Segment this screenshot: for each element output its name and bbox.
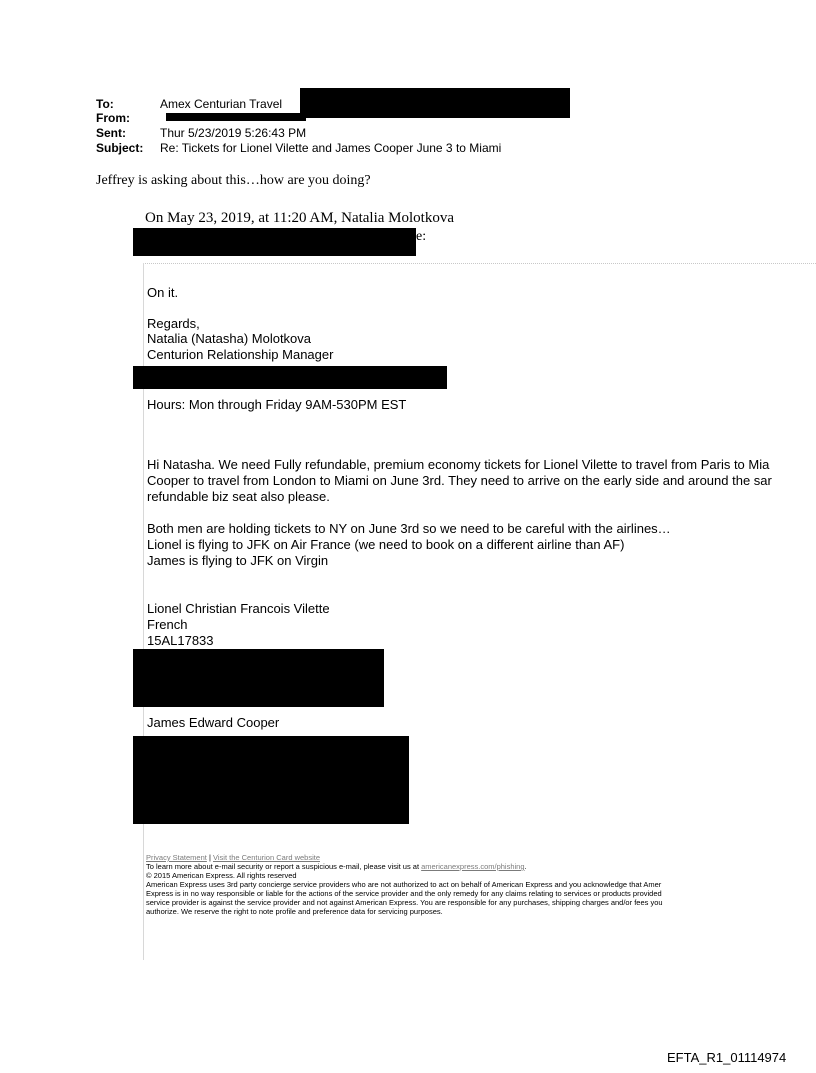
footer-disclaimer-4: authorize. We reserve the right to note profile and preference data for servicing purposes.: [146, 907, 443, 916]
to-label: To:: [96, 97, 114, 111]
sender-hours: Hours: Mon through Friday 9AM-530PM EST: [147, 397, 407, 412]
sent-label: Sent:: [96, 126, 126, 140]
centurion-website-link[interactable]: Visit the Centurion Card website: [213, 853, 320, 862]
reply-line: Jeffrey is asking about this…how are you doing?: [96, 173, 371, 188]
sender-title: Centurion Relationship Manager: [147, 347, 334, 362]
footer-separator: |: [208, 853, 211, 862]
request-para2-line3: James is flying to JFK on Virgin: [147, 553, 329, 568]
redaction-passenger1-details: [133, 649, 384, 707]
passenger2-name: James Edward Cooper: [147, 715, 280, 730]
quote-intro: On May 23, 2019, at 11:20 AM, Natalia Molotkova: [145, 210, 454, 226]
footer-security-text: To learn more about e-mail security or report a suspicious e-mail, please visit us at: [146, 862, 420, 871]
document-id: EFTA_R1_01114974: [667, 1050, 787, 1065]
footer-disclaimer-1: American Express uses 3rd party concierge service providers who are not authorized to act on behalf of American Express and you acknowledge that Amer: [146, 880, 662, 889]
passenger1-name: Lionel Christian Francois Vilette: [147, 601, 330, 616]
request-para2-line2: Lionel is flying to JFK on Air France (we need to book on a different airline than AF): [147, 537, 625, 552]
footer-security-end: .: [524, 862, 527, 871]
to-value: Amex Centurian Travel: [160, 97, 283, 111]
reply-regards: Regards,: [147, 316, 200, 331]
passenger1-id: 15AL17833: [147, 633, 214, 648]
sent-value: Thur 5/23/2019 5:26:43 PM: [160, 126, 307, 140]
footer-copyright: © 2015 American Express. All rights reserved: [146, 871, 297, 880]
sender-name: Natalia (Natasha) Molotkova: [147, 331, 312, 346]
reply-on-it: On it.: [147, 285, 179, 300]
subject-label: Subject:: [96, 141, 144, 155]
quote-divider: [143, 263, 816, 264]
request-para1-line1: Hi Natasha. We need Fully refundable, premium economy tickets for Lionel Vilette to travel from Paris to Mia: [147, 457, 770, 472]
phishing-link[interactable]: americanexpress.com/phishing: [421, 862, 525, 871]
quote-intro-tail: e:: [416, 229, 427, 244]
from-label: From:: [96, 111, 130, 125]
redaction-contact: [133, 366, 447, 389]
redaction-passenger2-details: [133, 736, 409, 824]
redaction-from: [166, 113, 306, 121]
request-para1-line3: refundable biz seat also please.: [147, 489, 330, 504]
redaction-to: [300, 88, 570, 118]
privacy-statement-link[interactable]: Privacy Statement: [146, 853, 207, 862]
footer-disclaimer-3: service provider is against the service provider and not against American Express. You are responsible for any purchases, shipping charges and/or fees you: [146, 898, 663, 907]
request-para1-line2: Cooper to travel from London to Miami on June 3rd. They need to arrive on the early side and around the sar: [147, 473, 772, 488]
passenger1-nationality: French: [147, 617, 188, 632]
subject-value: Re: Tickets for Lionel Vilette and James Cooper June 3 to Miami: [160, 141, 502, 155]
request-para2-line1: Both men are holding tickets to NY on June 3rd so we need to be careful with the airlines…: [147, 521, 671, 536]
redaction-sender-email: [133, 228, 416, 256]
footer-disclaimer-2: Express is in no way responsible or liable for the actions of the service provider and the only remedy for any claims relating to services or products provided: [146, 889, 662, 898]
